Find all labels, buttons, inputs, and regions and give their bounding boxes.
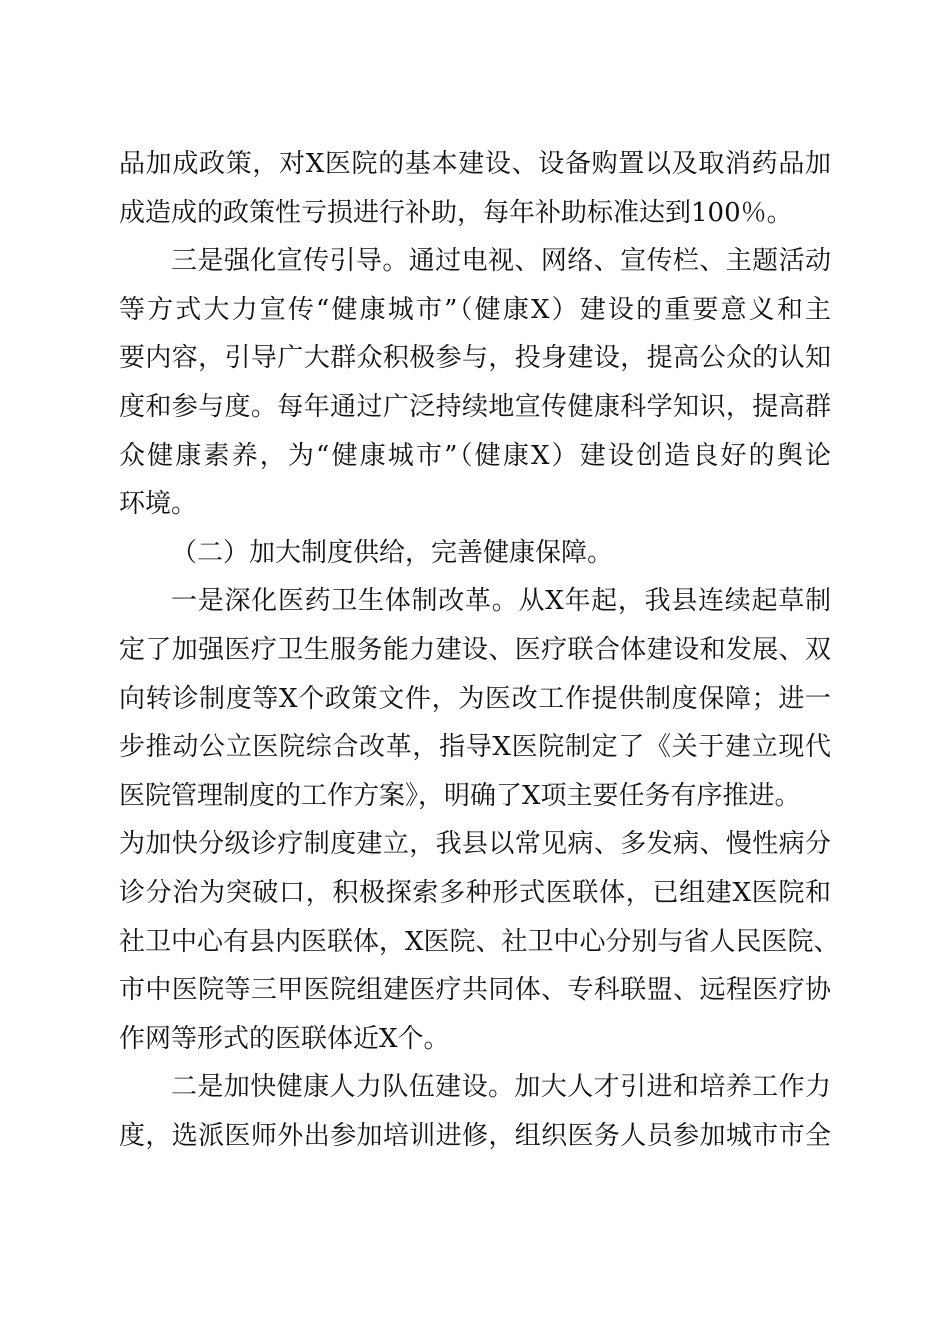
- text-line: 成造成的政策性亏损进行补助，每年补助标准达到100％。: [119, 197, 793, 228]
- text-line: 等方式大力宣传“健康城市”（健康X）建设的重要意义和主: [119, 294, 831, 325]
- text-line: 三是强化宣传引导。通过电视、网络、宣传栏、主题活动: [171, 246, 831, 277]
- text-line: 社卫中心有县内医联体，X医院、社卫中心分别与省人民医院、: [119, 926, 840, 957]
- text-line: 环境。: [119, 489, 198, 520]
- text-line: 向转诊制度等X个政策文件，为医改工作提供制度保障；进一: [119, 683, 831, 714]
- text-line: 诊分治为突破口，积极探索多种形式医联体，已组建X医院和: [119, 877, 831, 908]
- text-line: 众健康素养，为“健康城市”（健康X）建设创造良好的舆论: [119, 440, 831, 471]
- text-line: （二）加大制度供给，完善健康保障。: [171, 537, 614, 568]
- text-line: 品加成政策，对X医院的基本建设、设备购置以及取消药品加: [119, 149, 831, 179]
- text-line: 定了加强医疗卫生服务能力建设、医疗联合体建设和发展、双: [119, 634, 831, 665]
- text-line: 度和参与度。每年通过广泛持续地宣传健康科学知识，提高群: [119, 391, 831, 422]
- text-line: 度，选派医师外出参加培训进修，组织医务人员参加城市市全: [119, 1120, 831, 1151]
- text-line: 作网等形式的医联体近X个。: [119, 1023, 450, 1054]
- text-line: 医院管理制度的工作方案》，明确了X项主要任务有序推进。: [119, 780, 801, 811]
- text-line: 要内容，引导广大群众积极参与，投身建设，提高公众的认知: [119, 343, 831, 374]
- text-line: 市中医院等三甲医院组建医疗共同体、专科联盟、远程医疗协: [119, 975, 831, 1006]
- document-body: [119, 140, 840, 1160]
- text-line: 一是深化医药卫生体制改革。从X年起，我县连续起草制: [171, 586, 831, 617]
- text-line: 二是加快健康人力队伍建设。加大人才引进和培养工作力: [171, 1072, 831, 1103]
- text-line: 步推动公立医院综合改革，指导X医院制定了《关于建立现代: [119, 732, 831, 763]
- text-line: 为加快分级诊疗制度建立，我县以常见病、多发病、慢性病分: [119, 829, 831, 860]
